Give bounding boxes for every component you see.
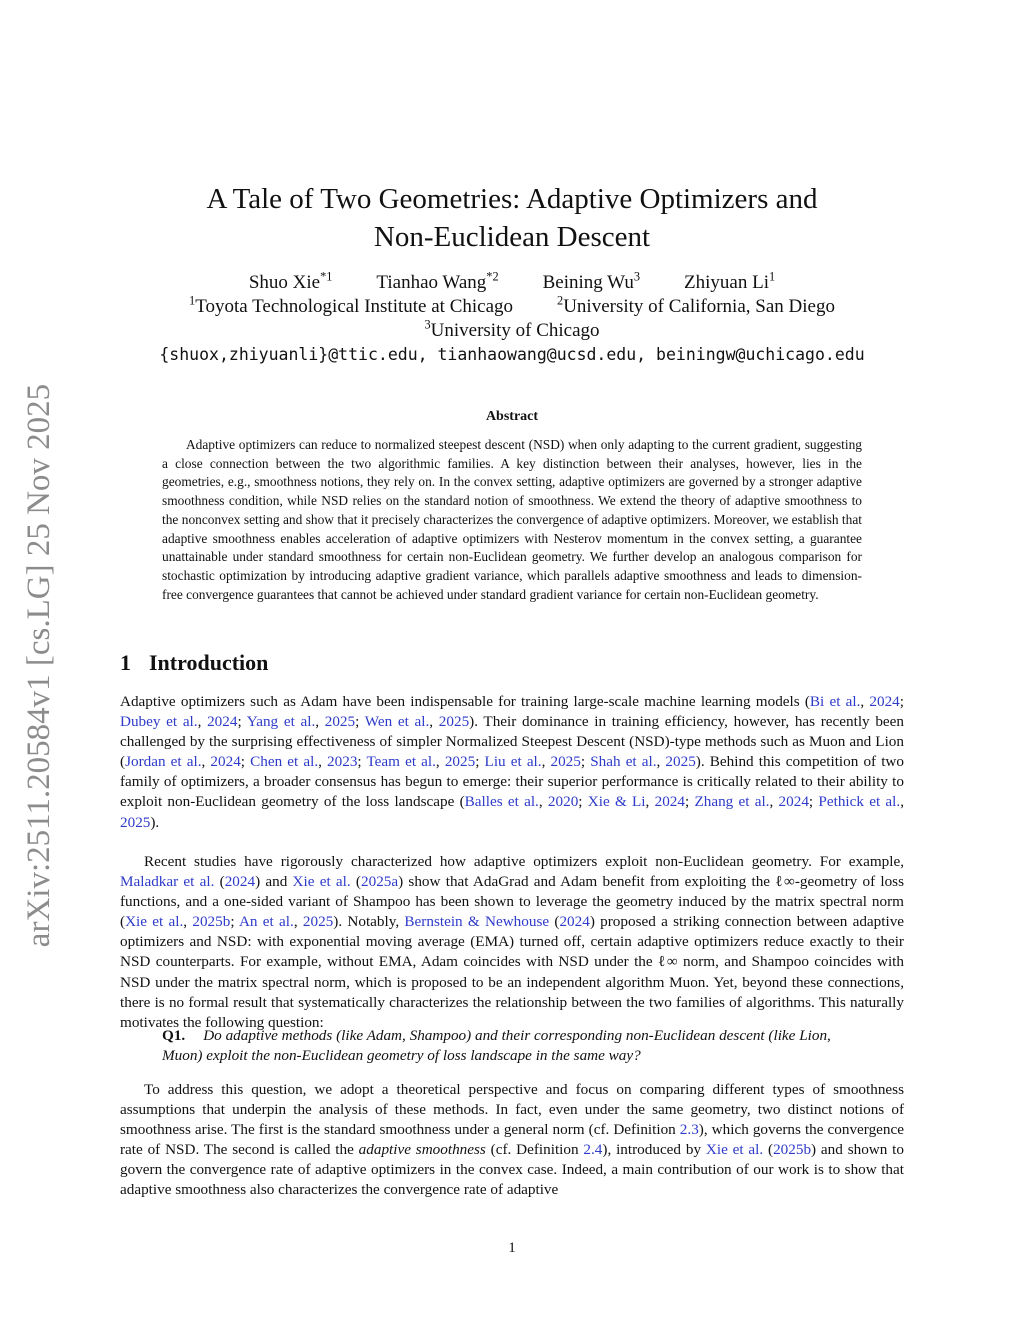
citation-link[interactable]: Jordan et al. [125,753,202,771]
citation-link[interactable]: 2024 [869,693,900,710]
author-list [120,269,904,294]
citation-link[interactable]: Bernstein & Newhouse [404,913,550,931]
citation-link[interactable]: 2024 [207,713,238,731]
citation-link[interactable]: Xie et al. [292,873,351,891]
author: Beining Wu$^3$ [542,269,641,293]
citation-link[interactable]: Xie et al. [125,913,184,931]
research-question [162,1026,862,1066]
citation-link[interactable]: 2024 [778,793,809,811]
author: Zhiyuan Li$^1$ [684,269,776,293]
title-line-1: A Tale of Two Geometries: Adaptive Optimizers and [206,183,818,215]
citation-link[interactable]: Shah et al. [590,753,657,771]
citation-link[interactable]: 2025a [361,873,399,891]
citation-link[interactable]: 2025 [302,913,334,931]
definition-link[interactable]: 2.4 [583,1141,603,1159]
intro-paragraph-2: Recent studies have rigorously characterized how adaptive optimizers exploit non-Euclidean geometry. For example, Maladkar et al. (2024) and Xie et al. (2025a) show that AdaGrad and Adam benefit from exploiting the ℓ∞-geometry of loss functions, and a one-sided variant of Shampoo has been shown to leverage the geometry induced by the matrix spectral norm (Xie et al., 2025b; An et al., 2025). Notably, Bernstein & Newhouse (2024) proposed a striking connection between adaptive optimizers and NSD: with exponential moving average (EMA) turned off, certain adaptive optimizers reduce exactly to their NSD counterparts. For example, without EMA, Adam coincides with NSD under the ℓ∞ norm, and Shampoo coincides with NSD under the matrix spectral norm, which is proposed to be an independent algorithm Muon. Yet, beyond these connections, there is no formal result that systematically characterizes the relationship between the two families of algorithms. This naturally motivates the following question: [120,853,905,1031]
citation-link[interactable]: Wen et al. [364,713,430,731]
citation-link[interactable]: Xie & Li [587,793,646,811]
title-line-2: Non-Euclidean Descent [373,221,651,253]
citation-link[interactable]: Pethick et al. [818,793,901,811]
arxiv-stamp-text: arXiv:2511.20584v1 [cs.LG] 25 Nov 2025 [21,383,58,947]
citation-link[interactable]: 2025b [773,1141,812,1159]
affiliations-row [120,317,904,342]
affiliation: $^3$University of Chicago [424,317,600,341]
citation-link[interactable]: 2020 [547,793,579,811]
author: Shuo Xie$^{*1}$ [248,269,333,293]
citation-link[interactable]: 2024 [559,913,590,931]
page-number: 1 [508,1240,516,1256]
author-emails: {shuox,zhiyuanli}@ttic.edu, tianhaowang@ucsd.edu, beiningw@uchicago.edu [159,345,865,364]
arxiv-stamp [16,370,64,960]
citation-link[interactable]: 2023 [327,753,358,771]
citation-link[interactable]: 2025 [665,753,696,771]
citation-link[interactable]: Xie et al. [705,1141,764,1159]
citation-link[interactable]: An et al. [238,913,294,931]
author: Tianhao Wang$^{*2}$ [376,269,499,293]
definition-link[interactable]: 2.3 [679,1121,699,1139]
section-title: Introduction [149,650,269,675]
affiliations-row [120,293,904,318]
citation-link[interactable]: Balles et al. [464,793,539,811]
affiliation: $^1$Toyota Technological Institute at Chicago [189,293,514,317]
abstract-text: Adaptive optimizers can reduce to normalized steepest descent (NSD) when only adapting to the current gradient, suggesting a close connection between the two algorithmic families. A key distinction between their analyses, however, lies in the geometries, e.g., smoothness notions, they rely on. In the convex setting, adaptive optimizers are governed by a stronger adaptive smoothness condition, while NSD relies on the standard notion of smoothness. We extend the theory of adaptive smoothness to the nonconvex setting and show that it precisely characterizes the convergence of adaptive optimizers. Moreover, we establish that adaptive smoothness enables acceleration of adaptive optimizers with Nesterov momentum in the convex setting, a guarantee unattainable under standard smoothness for certain non-Euclidean geometry. We further develop an analogous comparison for stochastic optimization by introducing adaptive gradient variance, which parallels adaptive smoothness and leads to dimension-free convergence guarantees that cannot be achieved under standard gradient variance for certain non-Euclidean geometry. [162,437,862,602]
section-number: 1 [120,650,131,675]
citation-link[interactable]: 2025 [120,813,151,831]
citation-link[interactable]: 2025 [444,753,476,771]
citation-link[interactable]: Zhang et al. [694,793,770,811]
section-heading [120,650,268,676]
question-label: Q1. [162,1027,186,1044]
citation-link[interactable]: 2024 [654,793,685,811]
citation-link[interactable]: 2025 [438,713,470,731]
citation-link[interactable]: 2024 [224,873,256,891]
citation-link[interactable]: Maladkar et al. [120,873,215,891]
affiliation: $^2$University of California, San Diego [557,293,835,317]
citation-link[interactable]: 2024 [210,753,241,771]
citation-link[interactable]: Yang et al. [246,713,316,731]
citation-link[interactable]: Liu et al. [484,753,542,771]
citation-link[interactable]: 2025 [550,753,581,771]
paper-title [120,180,904,256]
citation-link[interactable]: 2025 [324,713,356,731]
citation-link[interactable]: 2025b [192,913,231,931]
citation-link[interactable]: Chen et al. [250,753,319,771]
citation-link[interactable]: Team et al. [366,753,436,771]
intro-paragraph-3: To address this question, we adopt a theoretical perspective and focus on comparing different types of smoothness assumptions that underpin the analysis of these methods. In fact, even under the same geometry, two distinct notions of smoothness arise. The first is the standard smoothness under a general norm (cf. Definition 2.3), which governs the convergence rate of NSD. The second is called the adaptive smoothness (cf. Definition 2.4), introduced by Xie et al. (2025b) and shown to govern the convergence rate of adaptive optimizers in the convex case. Indeed, a main contribution of our work is to show that adaptive smoothness also characterizes the convergence rate of adaptive [120,1081,904,1199]
abstract-heading: Abstract [485,409,539,424]
citation-link[interactable]: Bi et al. [809,693,861,710]
citation-link[interactable]: Dubey et al. [120,713,198,731]
intro-paragraph-1: Adaptive optimizers such as Adam have been indispensable for training large-scale machine learning models (Bi et al., 2024; Dubey et al., 2024; Yang et al., 2025; Wen et al., 2025). Their dominance in training efficiency, however, has recently been challenged by the surprising effectiveness of simpler Normalized Steepest Descent (NSD)-type methods such as Muon and Lion (Jordan et al., 2024; Chen et al., 2023; Team et al., 2025; Liu et al., 2025; Shah et al., 2025). Behind this competition of two family of optimizers, a broader consensus has begun to emerge: their superior performance is critically related to their ability to exploit non-Euclidean geometry of the loss landscape (Balles et al., 2020; Xie & Li, 2024; Zhang et al., 2024; Pethick et al., 2025). [120,693,905,831]
question-text: Do adaptive methods (like Adam, Shampoo) and their corresponding non-Euclidean descent (like Lion, Muon) exploit the non-Euclidean geometry of loss landscape in the same way? [162,1027,831,1065]
